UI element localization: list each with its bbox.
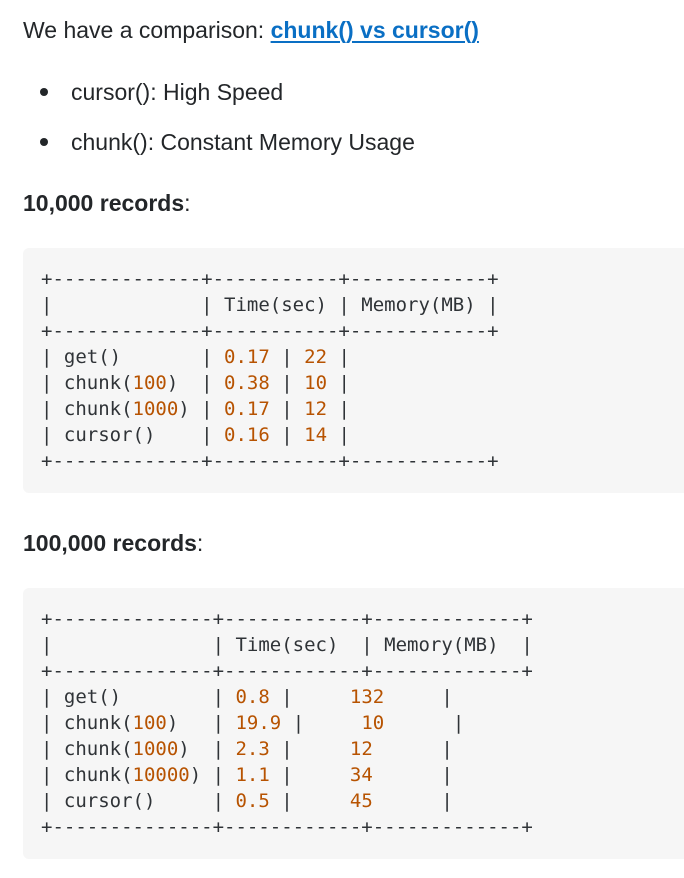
heading-100k-label: 100,000 records xyxy=(23,530,197,556)
table-row: | chunk(1000) | 2.3 | 12 | xyxy=(41,738,453,760)
table-header: | | Time(sec) | Memory(MB) | xyxy=(41,294,499,316)
chunk-size: 1000 xyxy=(132,398,179,420)
memory-value: 45 xyxy=(349,790,373,812)
memory-value: 34 xyxy=(349,764,373,786)
table-row: | cursor() | 0.5 | 45 | xyxy=(41,790,453,812)
table-border: +--------------+------------+-------------+ xyxy=(41,660,533,682)
time-value: 0.8 xyxy=(235,686,270,708)
table-border: +-------------+-----------+------------+ xyxy=(41,268,499,290)
time-value: 0.17 xyxy=(224,398,270,420)
chunk-size: 100 xyxy=(132,372,167,394)
table-row: | get() | 0.8 | 132 | xyxy=(41,686,453,708)
table-border: +-------------+-----------+------------+ xyxy=(41,320,499,342)
table-header: | | Time(sec) | Memory(MB) | xyxy=(41,634,533,656)
heading-100k xyxy=(23,527,203,559)
table-border: +--------------+------------+-------------+ xyxy=(41,816,533,838)
table-row: | chunk(10000) | 1.1 | 34 | xyxy=(41,764,453,786)
intro-paragraph xyxy=(23,14,479,46)
memory-value: 10 xyxy=(304,372,328,394)
intro-text: We have a comparison: xyxy=(23,17,271,43)
memory-value: 132 xyxy=(349,686,385,708)
code-block-100k xyxy=(23,588,684,859)
memory-value: 12 xyxy=(349,738,373,760)
bullet-cursor: cursor(): High Speed xyxy=(23,76,415,108)
heading-colon: : xyxy=(184,190,191,216)
table-row: | chunk(100) | 0.38 | 10 | xyxy=(41,372,350,394)
time-value: 1.1 xyxy=(235,764,270,786)
time-value: 0.16 xyxy=(224,424,270,446)
time-value: 2.3 xyxy=(235,738,270,760)
heading-10k-label: 10,000 records xyxy=(23,190,185,216)
bullet-chunk: chunk(): Constant Memory Usage xyxy=(23,126,415,158)
memory-value: 22 xyxy=(304,346,328,368)
table-100k xyxy=(41,606,684,840)
table-10k xyxy=(41,266,684,474)
memory-value: 10 xyxy=(361,712,385,734)
chunk-size: 1000 xyxy=(132,738,179,760)
memory-value: 14 xyxy=(304,424,328,446)
table-row: | chunk(100) | 19.9 | 10 | xyxy=(41,712,465,734)
feature-list xyxy=(23,76,415,176)
memory-value: 12 xyxy=(304,398,328,420)
time-value: 0.5 xyxy=(235,790,270,812)
table-row: | cursor() | 0.16 | 14 | xyxy=(41,424,350,446)
table-border: +--------------+------------+-------------+ xyxy=(41,608,533,630)
comparison-link[interactable]: chunk() vs cursor() xyxy=(270,17,479,43)
chunk-size: 100 xyxy=(132,712,167,734)
time-value: 0.38 xyxy=(224,372,270,394)
heading-10k xyxy=(23,187,191,219)
table-row: | chunk(1000) | 0.17 | 12 | xyxy=(41,398,350,420)
table-border: +-------------+-----------+------------+ xyxy=(41,450,499,472)
chunk-size: 10000 xyxy=(132,764,190,786)
code-block-10k xyxy=(23,248,684,493)
heading-colon: : xyxy=(196,530,204,556)
time-value: 0.17 xyxy=(224,346,270,368)
time-value: 19.9 xyxy=(235,712,282,734)
table-row: | get() | 0.17 | 22 | xyxy=(41,346,350,368)
